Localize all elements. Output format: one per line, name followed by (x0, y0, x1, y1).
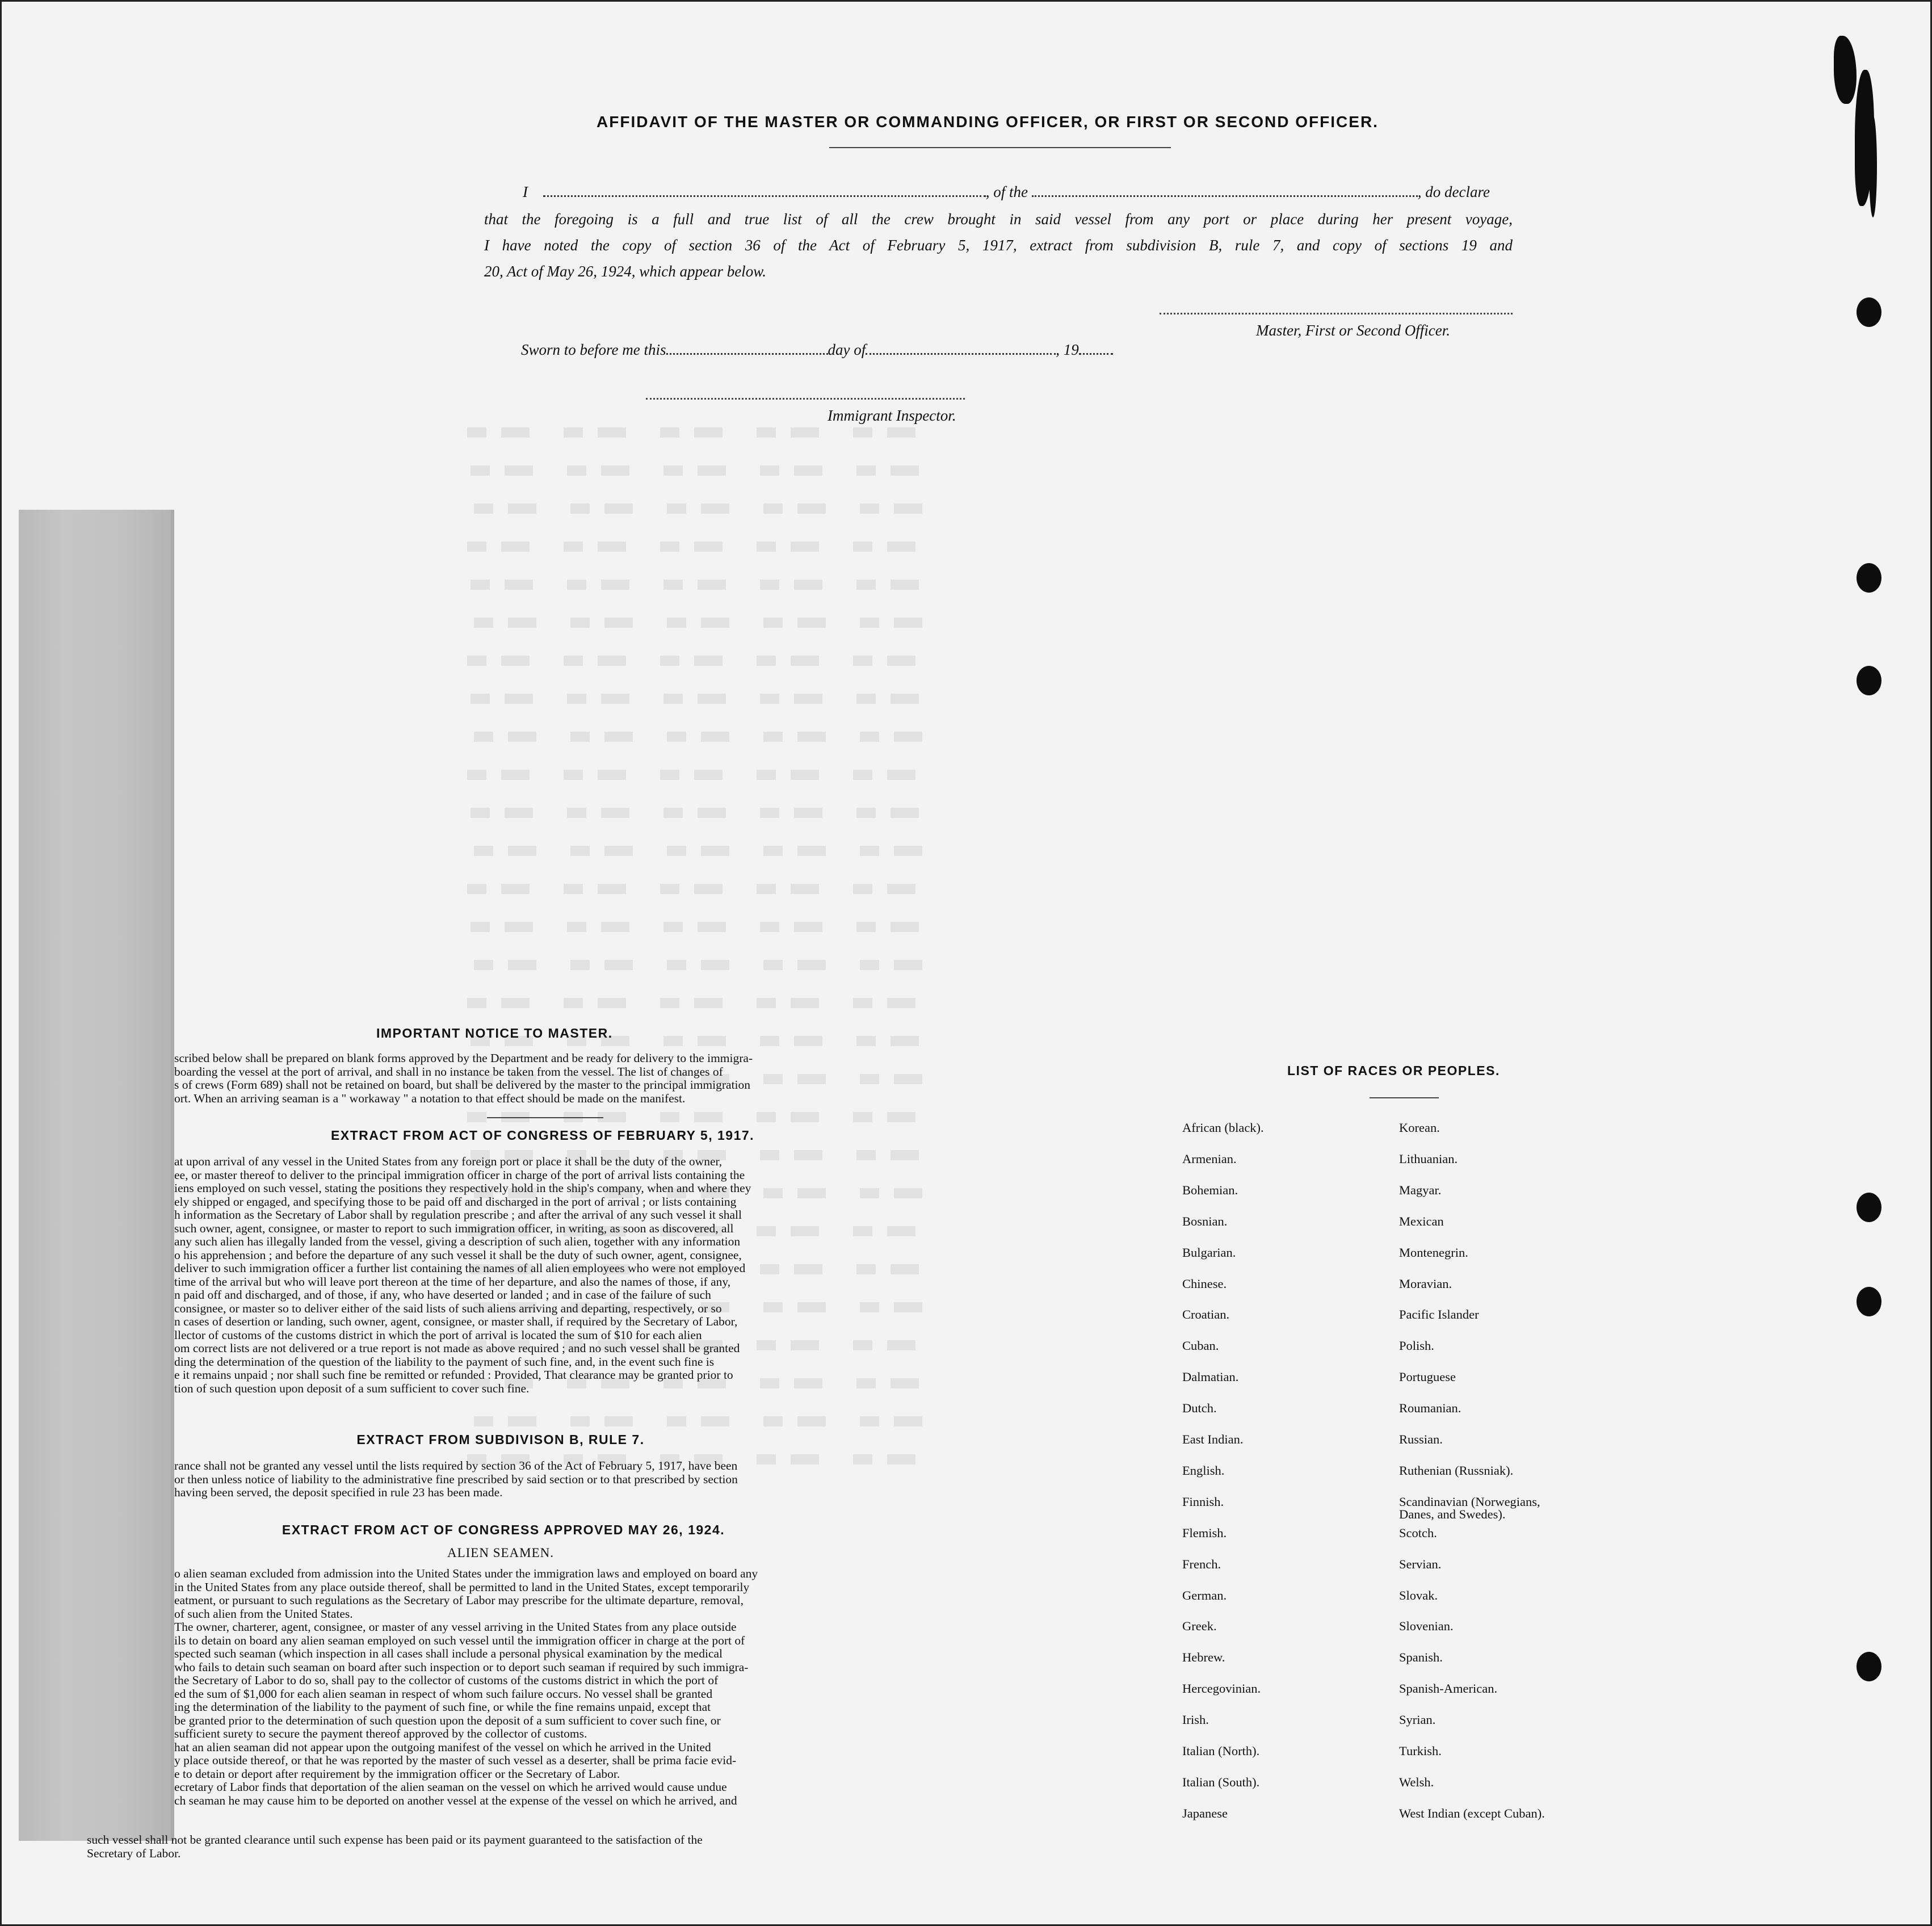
punch-hole (1857, 1287, 1881, 1316)
declaration-line (523, 183, 1490, 201)
text-line: the Secretary of Labor to do so, shall pay to the collector of customs of the customs district in which the port of (174, 1673, 719, 1687)
inspector-signature-line[interactable] (646, 398, 965, 400)
declaration-do-declare: , do declare (1417, 183, 1490, 200)
bleed-through-row (467, 656, 921, 666)
race-item: Bohemian. (1182, 1183, 1238, 1197)
extract-1924-heading: EXTRACT FROM ACT OF CONGRESS APPROVED MAY 26, 1924. (282, 1522, 725, 1537)
bleed-through-row (471, 694, 925, 704)
text-line: having been served, the deposit specified in rule 23 has been made. (174, 1486, 503, 1499)
text-line: Secretary of Labor. (87, 1846, 181, 1860)
torn-corner-mark (1834, 36, 1857, 104)
race-item: Italian (South). (1182, 1775, 1260, 1789)
race-item: Greek. (1182, 1619, 1217, 1633)
race-item: Finnish. (1182, 1495, 1224, 1509)
punch-hole (1857, 563, 1881, 593)
bleed-through-row (467, 998, 921, 1008)
race-item: Flemish. (1182, 1526, 1227, 1540)
race-item: Armenian. (1182, 1152, 1237, 1166)
punch-hole (1857, 1193, 1881, 1222)
text-line: spected such seaman (which inspection in all cases shall include a personal physical examination by the medical (174, 1647, 723, 1660)
text-line: sufficient surety to secure the payment thereof approved by the collector of customs. (174, 1727, 587, 1740)
title-underline (829, 147, 1171, 148)
race-item: Slovenian. (1399, 1619, 1454, 1633)
text-line: iens employed on such vessel, stating the positions they respectively hold in the ship's company, when and where they (174, 1181, 751, 1195)
sworn-prefix: Sworn to before me this (521, 341, 666, 358)
bleed-through-row (467, 884, 921, 894)
text-line: e to detain or deport after requirement by the immigration officer or the Secretary of Labor. (174, 1766, 620, 1781)
race-item: Pacific Islander (1399, 1307, 1479, 1321)
text-line: be granted prior to the determination of such question upon the deposit of a sum sufficient to cover such fine, or (174, 1713, 721, 1727)
text-line: or then unless notice of liability to the administrative fine prescribed by said section or to that prescribed by section (174, 1472, 738, 1486)
bleed-through-row (471, 808, 925, 818)
text-line: scribed below shall be prepared on blank forms approved by the Department and be ready for delivery to the immigra- (174, 1051, 753, 1065)
extract-1924-final-lines (87, 1833, 911, 1860)
race-item: Slovak. (1399, 1588, 1438, 1602)
text-line: s of crews (Form 689) shall not be retained on board, but shall be delivered by the master to the principal immigration (174, 1078, 751, 1092)
extract-1924-text (174, 1567, 911, 1807)
race-item: Spanish. (1399, 1650, 1443, 1664)
text-line: such vessel shall not be granted clearance until such expense has been paid or its payment guaranteed to the satisfaction of the (87, 1833, 703, 1847)
race-item: Italian (North). (1182, 1744, 1260, 1758)
text-line: e it remains unpaid ; nor shall such fine be remitted or refunded : Provided, That clearance may be granted prior to (174, 1368, 733, 1382)
text-line: boarding the vessel at the port of arrival, and shall in no instance be taken from the vessel. The list of changes of (174, 1064, 723, 1079)
section-divider (487, 1117, 603, 1118)
text-line: in the United States from any place outside thereof, shall be permitted to land in the United States, except temporarily (174, 1580, 750, 1594)
text-line: who fails to detain such seaman on board after such inspection or to deport such seaman if required by such immigra- (174, 1660, 749, 1674)
race-item: Hebrew. (1182, 1650, 1225, 1664)
text-line: ils to detain on board any alien seaman employed on such vessel until the immigration officer in charge at the port of (174, 1633, 745, 1647)
declaration-i: I (523, 183, 528, 200)
bleed-through-row (474, 1416, 928, 1426)
notice-text (174, 1052, 911, 1105)
bleed-through-row (471, 580, 925, 590)
bleed-through-row (474, 846, 928, 856)
text-line: llector of customs of the customs district in which the port of arrival is located the sum of $10 for each alien (174, 1328, 702, 1342)
race-item: Scotch. (1399, 1526, 1437, 1540)
text-line: ing the determination of the liability to the payment of such fine, or while the fine remains unpaid, except that (174, 1700, 711, 1714)
race-item: Spanish-American. (1399, 1681, 1498, 1696)
name-blank[interactable] (543, 184, 986, 197)
races-heading: LIST OF RACES OR PEOPLES. (1287, 1063, 1500, 1078)
sworn-line (521, 341, 1113, 359)
text-line: o alien seaman excluded from admission into the United States under the immigration laws and employed on board any (174, 1567, 758, 1580)
race-item: Welsh. (1399, 1775, 1434, 1789)
race-item: Mexican (1399, 1214, 1444, 1228)
affidavit-body-line-2: I have noted the copy of section 36 of the Act of February 5, 1917, extract from subdivision B, rule 7, and copy of sections 19 and (484, 237, 1513, 254)
race-item: Montenegrin. (1399, 1245, 1468, 1260)
text-line: ch seaman he may cause him to be deported on another vessel at the expense of the vessel on which he arrived, and (174, 1793, 737, 1807)
race-item: Dutch. (1182, 1401, 1217, 1415)
affidavit-title: AFFIDAVIT OF THE MASTER OR COMMANDING OFFICER, OR FIRST OR SECOND OFFICER. (597, 113, 1379, 131)
race-item: Servian. (1399, 1557, 1442, 1571)
inspector-signature-label: Immigrant Inspector. (828, 407, 956, 424)
text-line: deliver to such immigration officer a further list containing the names of all alien employees who were not employed (174, 1261, 746, 1275)
race-item: Moravian. (1399, 1277, 1452, 1291)
bleed-through-row (474, 618, 928, 628)
bleed-through-row (467, 427, 921, 438)
text-line: rance shall not be granted any vessel until the lists required by section 36 of the Act of February 5, 1917, have been (174, 1459, 738, 1472)
subdivision-b-heading: EXTRACT FROM SUBDIVISON B, RULE 7. (356, 1432, 645, 1447)
extract-1917-heading: EXTRACT FROM ACT OF CONGRESS OF FEBRUARY 5, 1917. (330, 1128, 755, 1143)
text-line: of such alien from the United States. (174, 1606, 353, 1621)
text-line: The owner, charterer, agent, consignee, or master of any vessel arriving in the United States from any place outside (174, 1620, 737, 1634)
bleed-through-row (474, 503, 928, 514)
text-line: time of the arrival but who will leave port thereon at the time of her departure, and also the names of those, if any, (174, 1274, 731, 1289)
notice-heading: IMPORTANT NOTICE TO MASTER. (376, 1026, 613, 1040)
race-item: Bulgarian. (1182, 1245, 1236, 1260)
affidavit-body-line-3: 20, Act of May 26, 1924, which appear below. (484, 263, 766, 280)
sworn-day-of: day of (828, 341, 866, 358)
text-line: hat an alien seaman did not appear upon the outgoing manifest of the vessel on which he arrived in the United (174, 1740, 711, 1754)
bleed-through-row (471, 465, 925, 476)
text-line: tion of such question upon deposit of a sum sufficient to cover such fine. (174, 1381, 530, 1395)
text-line: n paid off and discharged, and of those, if any, who have deserted or landed ; and in case of the failure of such (174, 1288, 711, 1302)
text-line: n cases of desertion or landing, such owner, agent, consignee, or master shall, if required by the Secretary of Labor, (174, 1315, 738, 1328)
race-item: West Indian (except Cuban). (1399, 1806, 1545, 1820)
year-blank[interactable] (1079, 342, 1113, 355)
race-item: Hercegovinian. (1182, 1681, 1261, 1696)
text-line: ely shipped or engaged, and specifying those to be paid off and discharged in the port of arrival ; or lists containing (174, 1194, 737, 1209)
month-blank[interactable] (866, 342, 1056, 355)
text-line: any such alien has illegally landed from the vessel, giving a description of such alien, together with any information (174, 1235, 741, 1248)
affidavit-body-line-1: that the foregoing is a full and true list of all the crew brought in said vessel from any port or place during her present voyage, (484, 211, 1513, 228)
text-line: ee, or master thereof to deliver to the principal immigration officer in charge of the port of arrival lists containing the (174, 1168, 745, 1182)
bleed-through-row (467, 542, 921, 552)
race-item: Korean. (1399, 1121, 1440, 1135)
punch-hole (1857, 297, 1881, 327)
race-item: Ruthenian (Russniak). (1399, 1463, 1514, 1478)
sworn-year: , 19 (1056, 341, 1079, 358)
text-line: ecretary of Labor finds that deportation of the alien seaman on the vessel on which he arrived would cause undue (174, 1780, 727, 1794)
tape-strip (19, 510, 171, 1841)
race-item: Russian. (1399, 1432, 1443, 1446)
text-line: o his apprehension ; and before the departure of any such vessel it shall be the duty of such owner, agent, consignee, (174, 1248, 742, 1262)
race-item: Chinese. (1182, 1277, 1227, 1291)
subdivision-b-text (174, 1459, 911, 1500)
races-heading-underline (1370, 1097, 1439, 1098)
punch-hole (1857, 1652, 1881, 1681)
race-item: Lithuanian. (1399, 1152, 1458, 1166)
text-line: consignee, or master so to deliver either of the said lists of such aliens arriving and departing, respectively, or so (174, 1301, 722, 1315)
vessel-blank[interactable] (1032, 184, 1418, 197)
race-item: Japanese (1182, 1806, 1228, 1820)
race-item: Croatian. (1182, 1307, 1230, 1321)
race-item: Cuban. (1182, 1338, 1219, 1353)
race-item: Scandinavian (Norwegians, Danes, and Swedes). (1399, 1495, 1540, 1521)
bleed-through-row (471, 922, 925, 932)
punch-hole (1857, 666, 1881, 695)
text-line: such owner, agent, consignee, or master to report to such immigration officer, in writing, as soon as discovered, all (174, 1221, 734, 1235)
alien-seamen-subheading: ALIEN SEAMEN. (447, 1546, 555, 1560)
bleed-through-row (474, 732, 928, 742)
race-item: African (black). (1182, 1121, 1264, 1135)
race-item: German. (1182, 1588, 1227, 1602)
day-blank[interactable] (666, 342, 828, 355)
race-item: Magyar. (1399, 1183, 1442, 1197)
race-item: East Indian. (1182, 1432, 1244, 1446)
race-item: Polish. (1399, 1338, 1434, 1353)
text-line: ort. When an arriving seaman is a " workaway " a notation to that effect should be made on the manifest. (174, 1091, 686, 1105)
race-item: Bosnian. (1182, 1214, 1228, 1228)
text-line: ed the sum of $1,000 for each alien seaman in respect of whom such failure occurs. No vessel shall be granted (174, 1686, 713, 1701)
race-item: Turkish. (1399, 1744, 1442, 1758)
master-signature-line[interactable] (1160, 313, 1513, 314)
race-item: Syrian. (1399, 1713, 1436, 1727)
text-line: om correct lists are not delivered or a true report is not made as above required ; and no such vessel shall be granted (174, 1341, 740, 1355)
text-line: at upon arrival of any vessel in the United States from any foreign port or place it shall be the duty of the owner, (174, 1155, 723, 1168)
text-line: eatment, or pursuant to such regulations as the Secretary of Labor may prescribe for the ultimate departure, removal, (174, 1593, 744, 1607)
race-item: Irish. (1182, 1713, 1209, 1727)
race-item: Portuguese (1399, 1370, 1456, 1384)
bleed-through-row (467, 770, 921, 780)
text-line: h information as the Secretary of Labor shall by regulation prescribe ; and after the arrival of any such vessel it shall (174, 1208, 742, 1222)
race-item: English. (1182, 1463, 1225, 1478)
race-item: French. (1182, 1557, 1221, 1571)
declaration-of-the: , of the (985, 183, 1028, 200)
race-item: Dalmatian. (1182, 1370, 1239, 1384)
text-line: ding the determination of the question of the liability to the payment of such fine, and, in the event such fine is (174, 1354, 715, 1369)
extract-1917-text (174, 1155, 911, 1395)
bleed-through-row (474, 960, 928, 970)
master-signature-label: Master, First or Second Officer. (1256, 322, 1450, 339)
race-item: Roumanian. (1399, 1401, 1461, 1415)
text-line: y place outside thereof, or that he was reported by the master of such vessel as a deserter, shall be prima facie evid- (174, 1753, 737, 1767)
